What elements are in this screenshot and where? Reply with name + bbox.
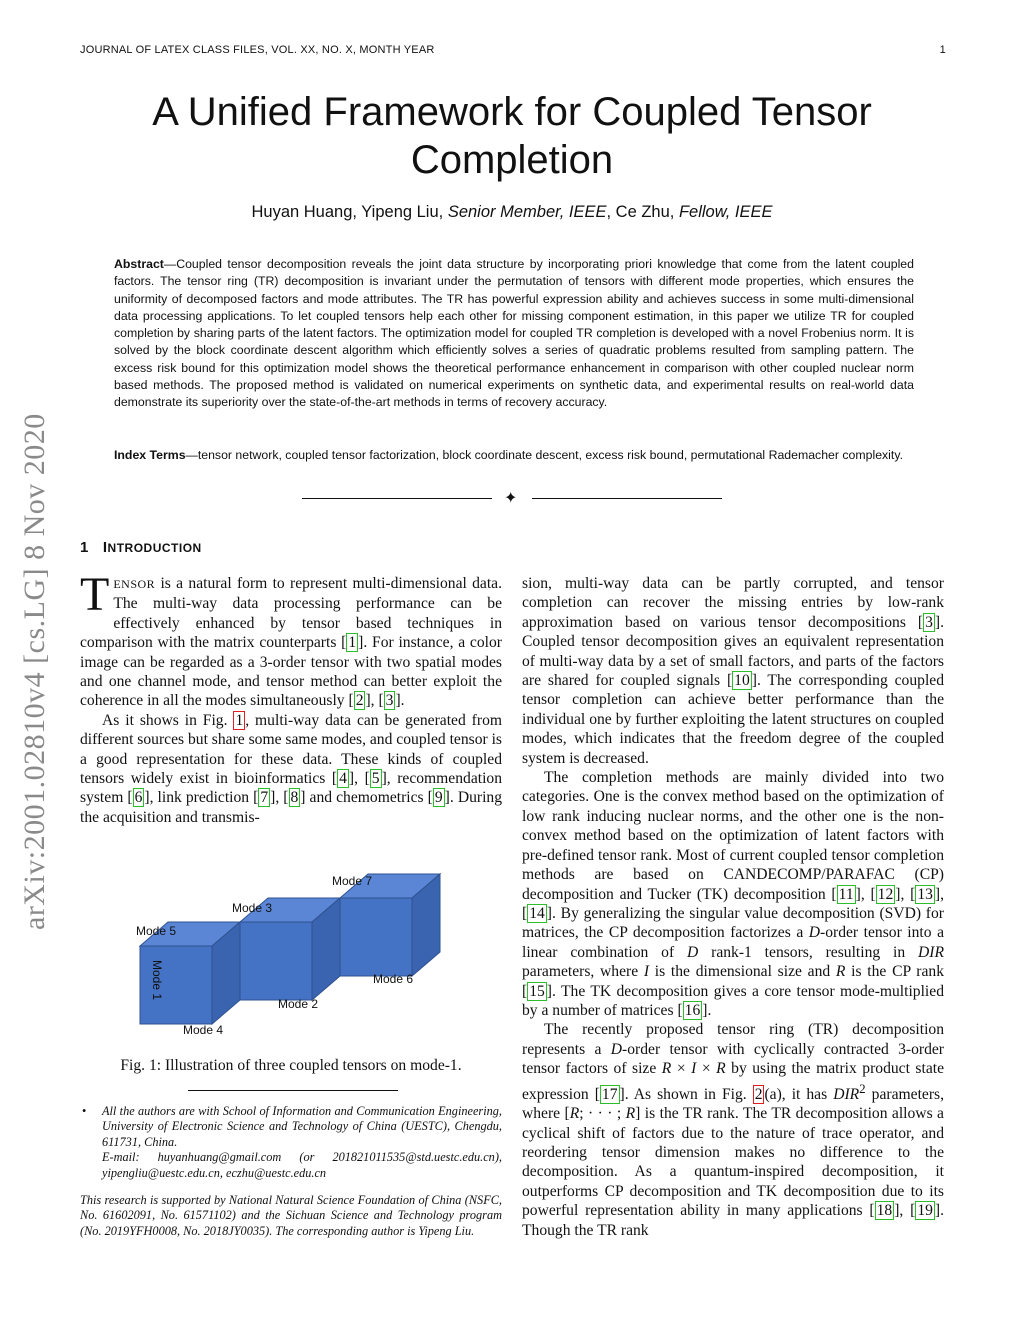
label-mode-1: Mode 1: [150, 960, 164, 1001]
paragraph-intro-2: As it shows in Fig. 1 , multi-way data can be generated from different sources but share some same modes, and coupled tensor is a good representation for these data. These kinds of coupled tensors widely exist in bioinformatics [ 4 ], [ 5 ], recommendation system [ 6 ], link prediction [ 7 ], [ 8 ] and chemometrics [ 9 ]. During the acquisition and transmis-: [80, 711, 502, 826]
index-terms-label: Index Terms: [114, 448, 186, 462]
running-header: [80, 44, 946, 56]
body-column-left: [80, 568, 502, 827]
body-column-right: [522, 574, 944, 1240]
footnote-funding: This research is supported by National Natural Science Foundation of China (NSFC, No. 61602091, No. 61571102) and the Sichuan Science and Technology program (No. 2019YFH0008, No. 2018JY0035). The corresponding author is Yipeng Liu.: [80, 1193, 502, 1238]
section-separator: [300, 488, 724, 508]
author-2: Yipeng Liu,: [361, 203, 444, 221]
author-2-role: Senior Member, IEEE: [447, 203, 607, 221]
journal-name: JOURNAL OF LATEX CLASS FILES, VOL. XX, NO. X, MONTH YEAR: [80, 44, 435, 56]
paper-title: A Unified Framework for Coupled Tensor Completion: [152, 90, 872, 182]
block-middle-front: [240, 922, 312, 1000]
abstract-text: —Coupled tensor decomposition reveals the joint data structure by incorporating priori knowledge that come from the latent coupled factors. The tensor ring (TR) decomposition is invariant under the permutation of tensors with different mode properties, which ensures the uniformity of decomposed factors and mode attributes. The TR has powerful expression ability and achieves success in some multi-dimensional data processing applications. To let coupled tensors help each other for missing component estimation, in this paper we utilize TR for coupled completion by sharing parts of the latent factors. The optimization model for coupled TR completion is developed with a novel Frobenius norm. It is solved by the block coordinate descent algorithm which efficiently solves a series of quadratic problems resulted from sampling pattern. The excess risk bound for this optimization model shows the theoretical performance enhancement in comparison with other coupled nuclear norm based methods. The proposed method is validated on numerical experiments on synthetic data, and experimental results on real-world data demonstrate its superiority over the state-of-the-art methods in terms of recovery accuracy.: [114, 257, 914, 410]
abstract: [114, 256, 914, 412]
footnote-bullet-icon: •: [82, 1104, 87, 1118]
author-1: Huyan Huang,: [251, 203, 357, 221]
page-number: 1: [939, 44, 946, 56]
abstract-label: Abstract: [114, 257, 164, 271]
author-3-role: Fellow, IEEE: [678, 203, 773, 221]
paragraph-intro-4: The recently proposed tensor ring (TR) decomposition represents a D-order tensor with cyclically contracted 3-order tensor factors of size R × I × R by using the matrix product state expression [ 17 ]. As shown in Fig. 2 (a), it has DIR$^2$ parameters, where [R; · · · ; R] is the TR rank. The TR decomposition allows a cyclical shift of factors due to the nature of trace operator, and reordering tensor dimension makes no difference to the decomposition. As a quantum-inspired decomposition, it outperforms CP decomposition and TK decomposition due to its powerful representation ability in many applications [ 18 ], [ 19 ]. Though the TR rank: [522, 1021, 944, 1239]
tensor-block-right: [340, 874, 440, 976]
separator-line-left: [302, 498, 492, 499]
label-mode-4: Mode 4: [183, 1023, 224, 1037]
author-3: , Ce Zhu,: [606, 203, 675, 221]
label-mode-3: Mode 3: [232, 901, 273, 915]
separator-line-right: [532, 498, 722, 499]
label-mode-2: Mode 2: [278, 997, 319, 1011]
figure-caption: Fig. 1: Illustration of three coupled tensors on mode-1.: [120, 1057, 462, 1074]
section-title-rest: NTRODUCTION: [107, 541, 202, 555]
section-heading: [80, 539, 202, 556]
paragraph-intro-3: The completion methods are mainly divided into two categories. One is the convex method based on the optimization of low rank inducing nuclear norms, and the other one is the non-convex method based on the optimization of latent factors with pre-defined tensor rank. Most of current coupled tensor completion methods are based on CANDECOMP/PARAFAC (CP) decomposition and Tucker (TK) decomposition [ 11 ], [ 12 ], [ 13 ], [ 14 ]. By generalizing the singular value decomposition (SVD) for matrices, the CP decomposition factorizes a D-order tensor into a linear combination of D rank-1 tensors, resulting in DIR parameters, where I is the dimensional size and R is the CP rank [ 15 ]. The TK decomposition gives a core tensor mode-multiplied by a number of matrices [ 16 ].: [522, 769, 945, 1019]
paragraph-intro-1: TENSOR is a natural form to represent multi-dimensional data. The multi-way data processing performance can be effectively enhanced by tensor based techniques in comparison with the matrix counterparts [ 1 ]. For instance, a color image can be regarded as a 3-order tensor with two spatial modes and one channel mode, and tensor method can better exploit the coherence in all the modes simultaneously [ 2 ], [ 3 ].: [80, 568, 502, 710]
label-mode-6: Mode 6: [373, 972, 414, 986]
footnote-rule: [188, 1090, 398, 1091]
block-right-front: [340, 898, 412, 976]
index-terms: [114, 447, 914, 464]
author-list: [100, 203, 924, 222]
footnote-email: E-mail: huyanhuang@gmail.com (or 201821011535@std.uestc.edu.cn), yipengliu@uestc.edu.cn, eczhu@uestc.edu.cn: [102, 1150, 502, 1180]
separator-diamond-icon: ✦: [504, 490, 518, 507]
footnote-affiliation: All the authors are with School of Information and Communication Engineering, University of Electronic Science and Technology of China (UESTC), Chengdu, 611731, China.: [102, 1104, 502, 1149]
figure-coupled-tensors: [128, 866, 458, 1046]
label-mode-5: Mode 5: [136, 924, 177, 938]
paragraph-intro-2-cont: sion, multi-way data can be partly corrupted, and tensor completion can recover the missing entries by low-rank approximation based on various tensor decompositions [ 3 ]. Coupled tensor decomposition gives an equivalent representation of multi-way data by a set of small factors, and parts of the factors are shared for coupled signals [ 10 ]. The corresponding coupled tensor completion can achieve better performance than the individual one by further exploiting the latent structures on coupled modes, which indicates that the freedom degree of the coupled system is decreased.: [522, 575, 944, 767]
index-terms-text: —tensor network, coupled tensor factorization, block coordinate descent, excess risk bound, permutational Rademacher complexity.: [185, 448, 903, 462]
arxiv-stamp: arXiv:2001.02810v4 [cs.LG] 8 Nov 2020: [18, 413, 51, 930]
section-number: 1: [80, 539, 89, 556]
footnote-affiliation-item: [80, 1104, 502, 1181]
label-mode-7: Mode 7: [332, 874, 373, 888]
section-title-initial: I: [102, 539, 108, 556]
footnote: [80, 1104, 502, 1239]
